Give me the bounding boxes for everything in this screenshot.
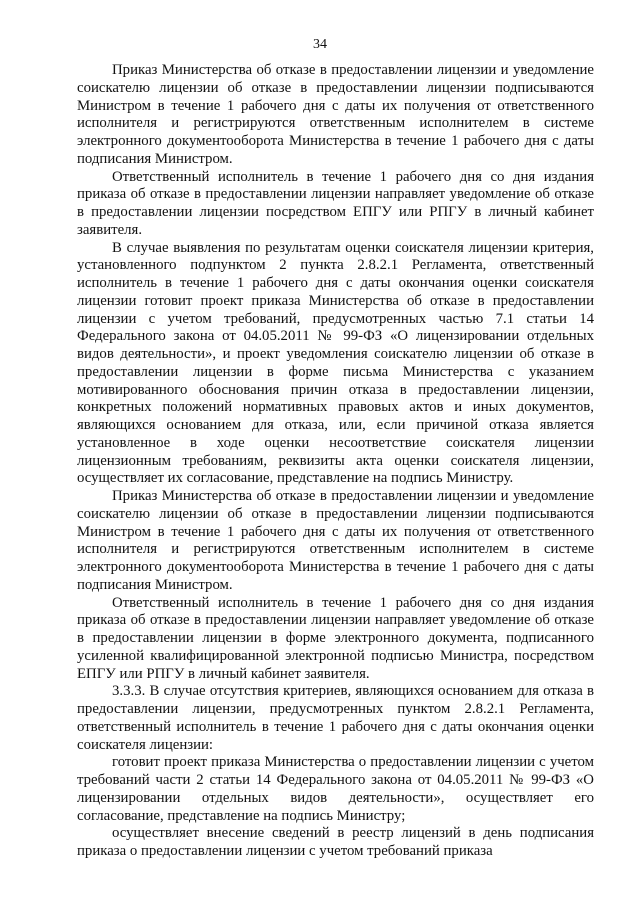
paragraph-4: Приказ Министерства об отказе в предоставлении лицензии и уведомление соискателю лицензии об отказе в предоставлении лицензии подписываются Министром в течение 1 рабочего дня с даты их получения от ответственного исполнителя и регистрируются ответственным исполнителем в системе электронного документооборота Министерства в течение 1 рабочего дня с даты подписания Министром. xyxy=(77,488,594,593)
paragraph-7: готовит проект приказа Министерства о предоставлении лицензии с учетом требований части 2 статьи 14 Федерального закона от 04.05.2011 № 99-ФЗ «О лицензировании отдельных видов деятельности», осуществляет его согласование, представление на подпись Министру; xyxy=(77,754,594,824)
paragraph-8: осуществляет внесение сведений в реестр лицензий в день подписания приказа о предоставлении лицензии с учетом требований приказа xyxy=(77,825,594,859)
paragraph-3: В случае выявления по результатам оценки соискателя лицензии критерия, установленного подпунктом 2 пункта 2.8.2.1 Регламента, ответственный исполнитель в течение 1 рабочего дня с даты окончания оценки соискателя лицензии готовит проект приказа Министерства об отказе в предоставлении лицензии с учетом требований, предусмотренных частью 7.1 статьи 14 Федерального закона от 04.05.2011 № 99-ФЗ «О лицензировании отдельных видов деятельности», и проект уведомления соискателю лицензии об отказе в предоставлении лицензии в форме письма Министерства с указанием мотивированного обоснования причин отказа в предоставлении лицензии, конкретных положений нормативных правовых актов и иных документов, являющихся основанием для отказа, или, если причиной отказа является установленное в ходе оценки несоответствие соискателя лицензии лицензионным требованиям, реквизиты акта оценки соискателя лицензии, осуществляет их согласование, представление на подпись Министру. xyxy=(77,239,594,487)
paragraph-6-section-3-3-3: 3.3.3. В случае отсутствия критериев, являющихся основанием для отказа в предоставлении лицензии, предусмотренных пунктом 2.8.2.1 Регламента, ответственный исполнитель в течение 1 рабочего дня с даты окончания оценки соискателя лицензии: xyxy=(77,683,594,753)
paragraph-1: Приказ Министерства об отказе в предоставлении лицензии и уведомление соискателю лицензии об отказе в предоставлении лицензии подписываются Министром в течение 1 рабочего дня с даты их получения от ответственного исполнителя и регистрируются ответственным исполнителем в системе электронного документооборота Министерства в течение 1 рабочего дня с даты подписания Министром. xyxy=(77,62,594,167)
page-number: 34 xyxy=(313,37,327,52)
paragraph-5: Ответственный исполнитель в течение 1 рабочего дня со дня издания приказа об отказе в предоставлении лицензии направляет уведомление об отказе в предоставлении лицензии в форме электронного документа, подписанного усиленной квалифицированной электронной подписью Министра, посредством ЕПГУ или РПГУ в личный кабинет заявителя. xyxy=(77,594,594,682)
paragraph-2: Ответственный исполнитель в течение 1 рабочего дня со дня издания приказа об отказе в предоставлении лицензии направляет уведомление об отказе в предоставлении лицензии посредством ЕПГУ или РПГУ в личный кабинет заявителя. xyxy=(77,168,594,238)
document-body xyxy=(77,62,594,861)
